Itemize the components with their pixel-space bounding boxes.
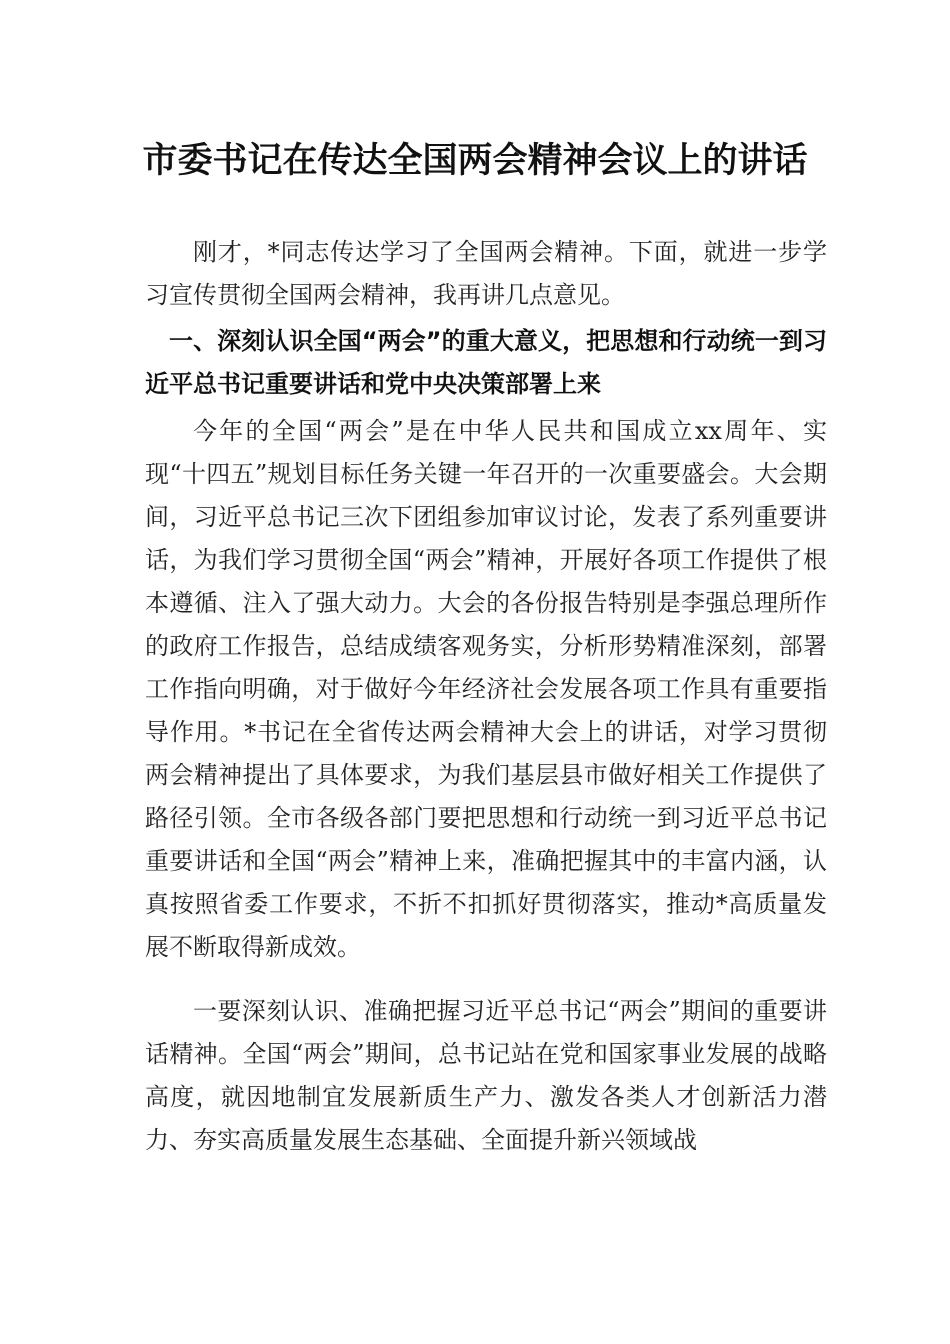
section-heading-1: 一、深刻认识全国“两会”的重大意义，把思想和行动统一到习近平总书记重要讲话和党中央决策部署上来 bbox=[145, 327, 827, 398]
document-title: 市委书记在传达全国两会精神会议上的讲话 bbox=[142, 140, 808, 181]
intro-paragraph: 刚才，*同志传达学习了全国两会精神。下面，就进一步学习宣传贯彻全国两会精神，我再讲几点意见。 bbox=[145, 238, 827, 309]
body-paragraph: 今年的全国“两会”是在中华人民共和国成立xx周年、实现“十四五”规划目标任务关键一年召开的一次重要盛会。大会期间，习近平总书记三次下团组参加审议讨论，发表了系列重要讲话，为我们学习贯彻全国“两会”精神，开展好各项工作提供了根本遵循、注入了强大动力。大会的各份报告特别是李强总理所作的政府工作报告，总结成绩客观务实，分析形势精准深刻，部署工作指向明确，对于做好今年经济社会发展各项工作具有重要指导作用。*书记在全省传达两会精神大会上的讲话，对学习贯彻两会精神提出了具体要求，为我们基层县市做好相关工作提供了路径引领。全市各级各部门要把思想和行动统一到习近平总书记重要讲话和全国“两会”精神上来，准确把握其中的丰富内涵，认真按照省委工作要求，不折不扣抓好贯彻落实，推动*高质量发展不断取得新成效。 bbox=[145, 417, 827, 961]
body-paragraph: 一要深刻认识、准确把握习近平总书记“两会”期间的重要讲话精神。全国“两会”期间，总书记站在党和国家事业发展的战略高度，就因地制宜发展新质生产力、激发各类人才创新活力潜力、夯实高质量发展生态基础、全面提升新兴领域战 bbox=[145, 997, 827, 1154]
